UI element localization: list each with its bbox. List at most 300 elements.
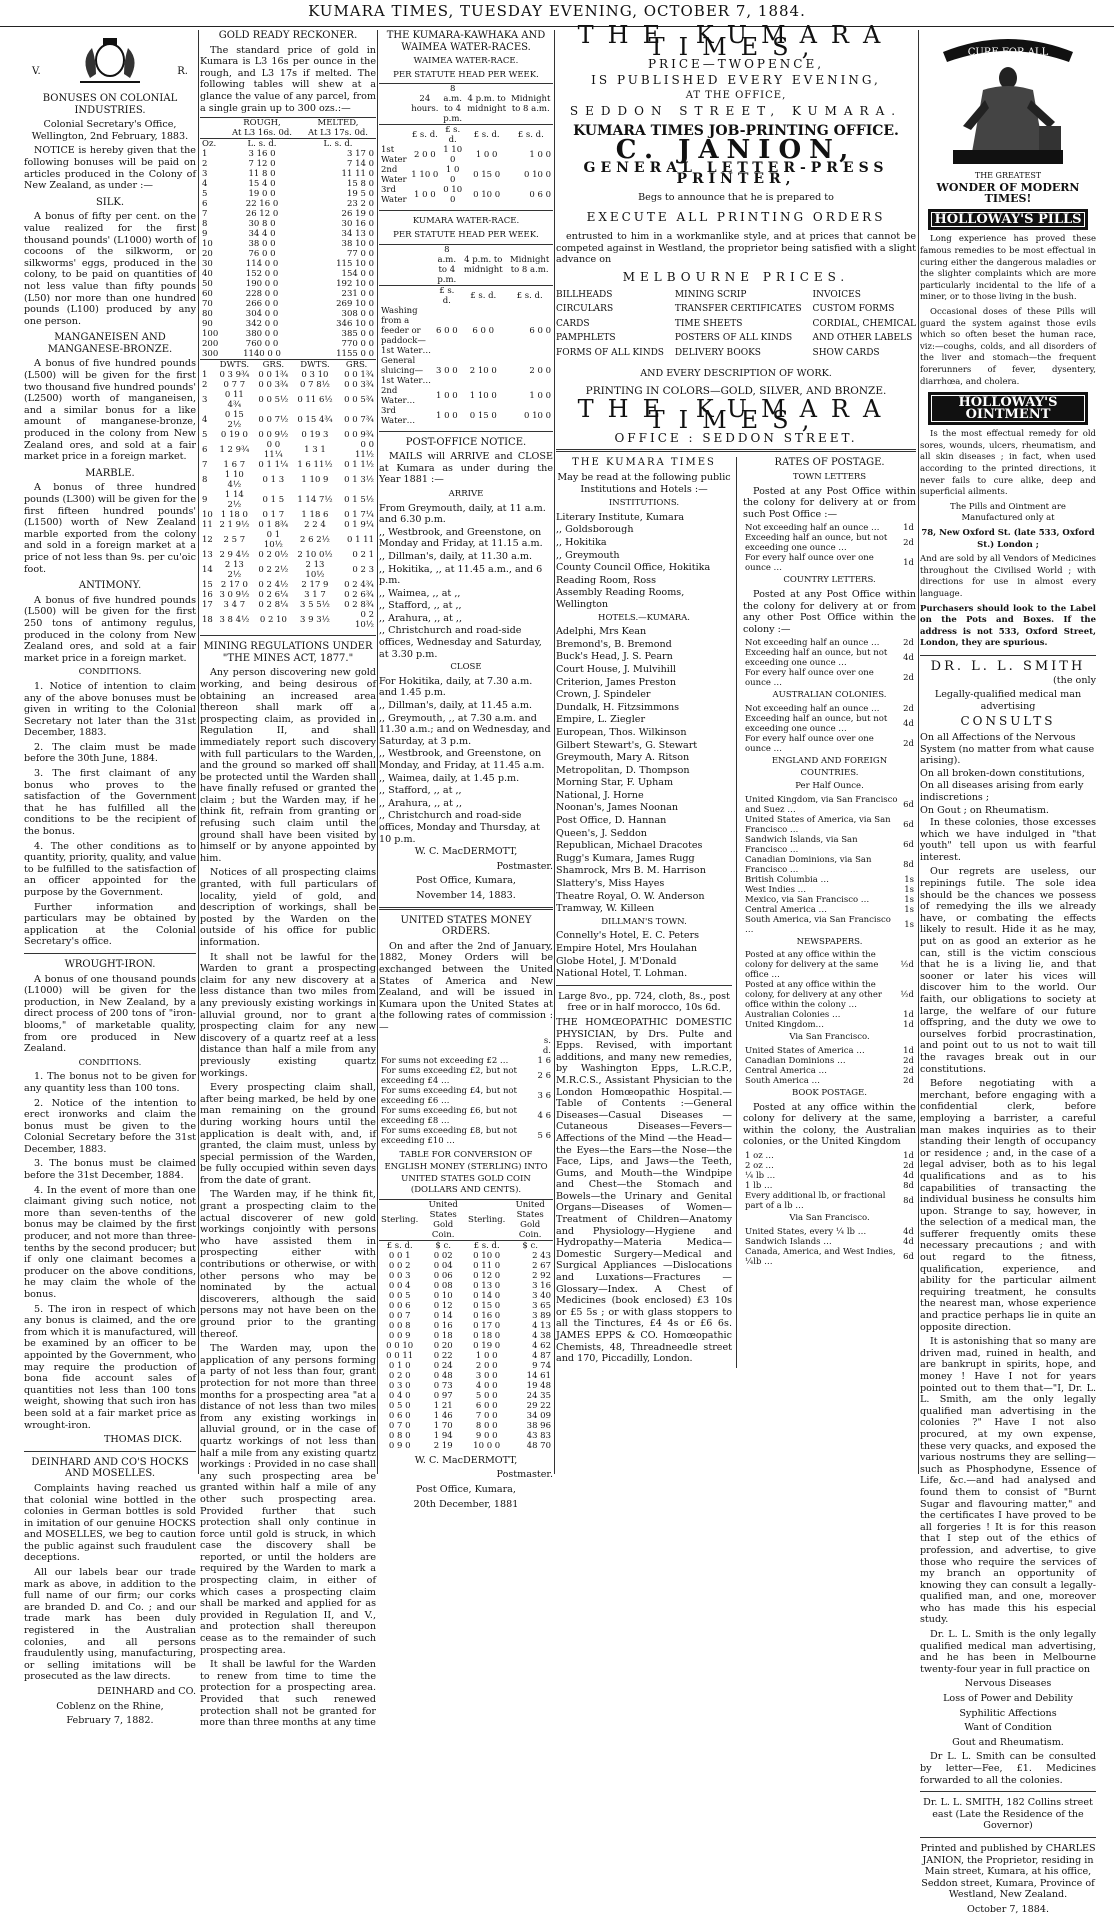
table-row	[379, 386, 553, 406]
table-cell: 2 9 4½	[219, 550, 250, 561]
table-row	[200, 550, 376, 560]
table-cell: 1st Water	[381, 145, 407, 166]
table-cell: 0 0 4	[388, 1280, 411, 1291]
table-cell: 0 11 6½	[297, 395, 333, 406]
book-rates	[743, 1151, 916, 1191]
list-item: On Gout ; on Rheumatism.	[920, 804, 1049, 816]
hotels-heading: HOTELS.—KUMARA.	[598, 612, 690, 623]
list-item: Empire, L. Ziegler	[556, 714, 646, 726]
table-cell: 2d	[903, 1055, 914, 1066]
table-row	[200, 510, 376, 520]
bonuses-title: BONUSES ON COLONIAL INDUSTRIES.	[42, 93, 178, 116]
table-cell: 90	[202, 319, 213, 330]
col-header: United States Gold Coin.	[507, 1199, 553, 1240]
list-item: On all Affections of the Nervous System (no matter from what cause arising).	[920, 731, 1095, 767]
table-cell: 4 87	[532, 1350, 551, 1361]
condition-item: 1. Notice of intention to claim any of the above bonuses must be given in writing to the Colonial Secretary not later than the 31st December, 1883.	[24, 680, 196, 739]
table-row	[743, 905, 916, 915]
marble-heading: MARBLE.	[85, 467, 135, 479]
table-row	[200, 390, 376, 410]
column-water-post	[379, 30, 553, 1510]
table-cell: 2	[202, 159, 208, 170]
table-row	[743, 668, 916, 688]
table-cell: 6d	[903, 819, 914, 830]
table-cell: 3 40	[532, 1290, 551, 1301]
table-cell: 4 13	[532, 1320, 551, 1331]
table-cell: 0 73	[433, 1380, 453, 1391]
lsd-header: £ s. d.	[441, 125, 465, 146]
table-row	[743, 1046, 916, 1056]
reading-places	[556, 457, 737, 1367]
table-cell: 1 10 9	[301, 475, 329, 486]
table-row	[200, 189, 376, 199]
table-cell: 26 19 0	[341, 209, 374, 220]
table-cell: 0 10	[433, 1290, 453, 1301]
money-orders-table	[379, 1036, 553, 1146]
list-item: Republican, Michael Dracotes	[556, 840, 703, 852]
ointment-address: 78, New Oxford St. (late 533, Oxford St.) London ;	[921, 528, 1095, 550]
table-cell: 100	[202, 329, 219, 340]
table-row	[200, 410, 376, 430]
table-cell: 0 5 0	[388, 1400, 411, 1411]
unit-header: $ c.	[420, 1240, 466, 1251]
column-kumara-times	[556, 21, 916, 1474]
table-row	[743, 553, 916, 573]
table-cell: 7 0 0	[475, 1410, 498, 1421]
smith-body: It is astonishing that so many are driven mad, ruined in health, and are bankrupt in spirits, hope, and money ! Have I not for years pointed out to them that—"I, Dr. L. L. Smith, am the only legally qualified man advertising in the colonies ?" Have I not also procured, at my own expense, these very quacks, and exposed the various nostrums they are selling—such as Phosphodyne, Essence of Life, &c.—and had analysed and found them to consist of "Burnt Sugar and flavouring matter," and the certificates I have proved to be all forgeries ! It is for this reason that I step out of the ethics of profession, and advertise, to give those who require the services of my branch an opportunity of knowing they can consult a legally-qualified man, and one, moreover who has made this his especial study.	[920, 1336, 1096, 1626]
table-cell: 2 17 0	[220, 580, 248, 591]
table-cell: 2 10 0	[469, 365, 497, 376]
table-cell: United States of America, via San Francisco …	[745, 814, 891, 835]
every-description: AND EVERY DESCRIPTION OF WORK.	[640, 368, 832, 380]
melted-header: MELTED,	[300, 118, 376, 129]
table-cell: 10 0 0	[473, 1440, 501, 1451]
table-cell: 2 6	[537, 1071, 551, 1082]
pills-text-2: Occasional doses of these Pills will guard the system against those evils which so often beset the human race, viz:—coughs, colds, and all disorders of the liver and stomach—the frequent forerunners of fever, dysentery, diarrhœa, and cholera.	[920, 306, 1096, 387]
table-cell: 2nd Water…	[381, 385, 416, 406]
manganese-text: A bonus of five hundred pounds (L500) will be given for the first two thousand five hundred pounds' (L2500) worth of manganeisen, and a similar bonus for a like amount of manganese-bronze, produced in the colony from New Zealand ores, and sold at a fair market price in a foreign market.	[24, 358, 196, 463]
sd-header: s. d.	[542, 1036, 551, 1057]
table-cell: 8 0 0	[475, 1420, 498, 1431]
table-cell: 7 12 0	[248, 159, 276, 170]
table-cell: 38 0 0	[248, 239, 276, 250]
table-cell: 231 0 0	[341, 289, 374, 300]
unit-header: £ s. d.	[466, 1240, 507, 1251]
table-cell: 1 21	[433, 1400, 453, 1411]
institutions-heading: INSTITUTIONS.	[608, 498, 680, 509]
table-cell: 3 89	[532, 1310, 551, 1321]
table-cell: 0 24	[433, 1360, 453, 1371]
table-row	[379, 1421, 553, 1431]
table-cell: United States, every ¼ lb …	[745, 1226, 867, 1237]
table-cell: 1 46	[433, 1410, 453, 1421]
table-cell: 0 3 10	[301, 370, 329, 381]
table-cell: 4d	[903, 718, 914, 729]
town-intro: Posted at any Post Office within the colony for delivery at or from such Post Office :—	[743, 485, 916, 520]
table-cell: 0 2 10	[259, 615, 287, 626]
table-cell: 0 1 5	[262, 495, 285, 506]
wonder-text: WONDER OF MODERN TIMES!	[936, 180, 1080, 206]
table-cell: British Columbia …	[745, 874, 830, 885]
table-cell: 0 1 7	[262, 510, 285, 521]
table-cell: 34 13 0	[341, 229, 374, 240]
table-cell: For every half ounce over one ounce …	[745, 733, 874, 754]
smith-body: Before negotiating with a merchant, before engaging with a confidential clerk, before employing a barrister, a careful man makes inquiries as to their standing their length of occupancy or residence ; and, in the case of a legal adviser, both as to his legal qualifications and as to his capabilities of transacting the individual business he consults him upon. Strange to say, however, in the selection of a medical man, the sufferer frequently omits these necessary precautions ; and with out regard to the fitness, qualification, experience, and ability for the particular ailment requiring treatment, he consults the nearest man, whose experience and practice perhaps lie in quite an opposite direction.	[920, 1078, 1096, 1333]
table-cell: 4	[202, 179, 208, 190]
table-cell: 10	[202, 510, 213, 521]
table-cell: 1 2 9¾	[219, 445, 250, 456]
table-row	[200, 460, 376, 470]
list-item: Rugg's Kumara, James Rugg	[556, 852, 695, 864]
table-cell: Canada, America, and West Indies, ¼lb …	[745, 1246, 896, 1267]
table-cell: 6 0 0	[475, 1400, 498, 1411]
homeo-price: Large 8vo., pp. 724, cloth, 8s., post free or in half morocco, 10s 6d.	[558, 990, 730, 1014]
mining-heading: MINING REGULATIONS UNDER "THE MINES ACT, 1877."	[203, 641, 373, 664]
condition-item: 2. Notice of the intention to erect ironworks and claim the bonus must be given to the Colonial Secretary before the 31st December, 1883.	[24, 1097, 196, 1155]
col-header: 4 p.m. to midnight	[465, 84, 509, 125]
table-cell: 5 6	[537, 1131, 551, 1142]
list-item: Reading Room, Ross	[556, 574, 657, 586]
table-cell: 13	[202, 550, 213, 561]
table-cell: 3 4 7	[223, 600, 246, 611]
hocks-place: Coblenz on the Rhine,	[56, 1700, 164, 1712]
table-cell: 30 16 0	[341, 219, 374, 230]
table-cell: 19 5 0	[346, 189, 374, 200]
table-row	[379, 1321, 553, 1331]
table-cell: 0 18 0	[473, 1330, 501, 1341]
job-printing-heading: KUMARA TIMES JOB-PRINTING OFFICE.	[573, 122, 899, 139]
table-cell: 6 0 0	[435, 325, 458, 336]
table-row	[743, 950, 916, 980]
table-cell: 0 08	[433, 1280, 453, 1291]
table-row	[743, 638, 916, 648]
list-item: On all broken-down constitutions,	[920, 767, 1085, 779]
table-row	[200, 279, 376, 289]
table-cell: West Indies …	[745, 884, 807, 895]
hocks-heading: DEINHARD AND CO'S HOCKS AND MOSELLES.	[31, 1456, 189, 1480]
table-cell: United Kingdom, via San Francisco and Suez …	[745, 794, 898, 815]
table-cell: 0 16	[433, 1320, 453, 1331]
table-cell: 1 0 0	[475, 150, 498, 161]
table-cell: 11	[202, 520, 213, 531]
table-row	[200, 319, 376, 329]
printing-colors: PRINTING IN COLORS—GOLD, SILVER, AND BRONZE.	[585, 385, 887, 398]
table-cell: Central America …	[745, 904, 828, 915]
column-rule	[554, 30, 555, 1474]
table-cell: 0 14	[433, 1310, 453, 1321]
table-cell: 2d	[903, 703, 914, 714]
table-cell: 80	[202, 309, 213, 320]
list-item: Criterion, James Preston	[556, 676, 677, 688]
table-cell: 0 0 6	[388, 1300, 411, 1311]
grs-header: GRS.	[337, 360, 376, 371]
table-row	[200, 259, 376, 269]
table-cell: 1	[202, 370, 208, 381]
table-cell: 1d	[903, 1010, 914, 1021]
conditions2-heading: CONDITIONS.	[78, 1057, 142, 1068]
table-cell: 0 15 4¾	[297, 415, 333, 426]
post-office-heading: POST-OFFICE NOTICE.	[405, 436, 527, 448]
table-cell: 0 04	[433, 1260, 453, 1271]
smith-body: Dr. L. L. Smith is the only legally qualified medical man advertising, and he has been in Melbourne twenty-four year in full practice on	[920, 1629, 1096, 1675]
country-rates	[743, 638, 916, 688]
service-item: POSTERS OF ALL KINDS	[674, 333, 793, 344]
table-cell: 4 62	[532, 1340, 551, 1351]
ailment-item: Loss of Power and Debility	[943, 1693, 1073, 1705]
ailment-item: Gout and Rheumatism.	[952, 1736, 1064, 1748]
table-cell: 0 10 0	[523, 170, 551, 181]
close-list	[379, 676, 553, 845]
po-role: Postmaster.	[496, 860, 553, 872]
arrive-list	[379, 503, 553, 661]
read-intro: May be read at the following public Institutions and Hotels :—	[557, 472, 731, 495]
table-cell: 7 14 0	[346, 159, 374, 170]
list-item: Crown, J. Spindeler	[556, 689, 651, 701]
list-item: European, Thos. Wilkinson	[556, 726, 687, 738]
table-cell: 8	[202, 475, 208, 486]
table-row	[743, 895, 916, 905]
table-cell: 1 10 0	[411, 170, 439, 181]
paper-at: AT THE OFFICE,	[685, 90, 787, 102]
smith-heading: DR. L. L. SMITH	[930, 658, 1086, 674]
table-row	[743, 714, 916, 734]
table-cell: 0 1 10½	[263, 530, 283, 551]
table-cell: 385 0 0	[341, 329, 374, 340]
table-cell: 304 0 0	[245, 309, 279, 320]
table-cell: For sums exceeding £2, but not exceeding £4 …	[381, 1066, 517, 1087]
table-row	[743, 648, 916, 668]
table-cell: 0 0 8	[388, 1320, 411, 1331]
table-cell: 200	[202, 339, 219, 350]
table-cell: 0 12 0	[473, 1270, 501, 1281]
table-cell: 2	[202, 380, 208, 391]
table-cell: 0 6 0	[529, 190, 551, 201]
antimony-text: A bonus of five hundred pounds (L500) will be given for the first 250 tons of antimony regulus, produced in the colony from New Zealand ores, and sold at a fair market price in a foreign market.	[24, 594, 196, 664]
table-cell: 10	[202, 239, 213, 250]
table-cell: 300	[202, 349, 219, 360]
mo-role: Postmaster.	[496, 1469, 553, 1481]
table-cell: 0 2 0½	[258, 550, 289, 561]
table-cell: 2 0 0	[475, 1360, 498, 1371]
list-item: Bremond's, B. Bremond	[556, 638, 672, 650]
table-cell: 2 10 0½	[297, 550, 333, 561]
marble-text: A bonus of three hundred pounds (L300) will be given for the first fifteen hundred pounds' (L1500) worth of New Zealand marble exported from the colony and sold in a foreign market at a price of not less than 9s. per cu'oic foot.	[24, 482, 196, 575]
vsf2-heading: Via San Francisco.	[789, 1212, 870, 1223]
table-cell: 2d	[903, 1160, 914, 1171]
col-header: 8 a.m. to 4 p.m.	[433, 244, 460, 285]
table-cell: 2 17 9	[301, 580, 329, 591]
begs-text: Begs to announce that he is prepared to	[638, 191, 834, 203]
table-row	[379, 1411, 553, 1421]
list-item: Gilbert Stewart's, G. Stewart	[556, 739, 698, 751]
town-rates	[743, 523, 916, 573]
iron-heading: WROUGHT-IRON.	[64, 958, 156, 970]
paper-office: OFFICE : SEDDON STREET.	[614, 430, 858, 445]
ailment-item: Syphilitic Affections	[959, 1707, 1057, 1719]
table-row	[200, 560, 376, 580]
mining-text: Notices of all prospecting claims granted, with full particulars of locality, yield of gold, and description of workings, shall be posted by the Warden on the outside of his office for public information.	[200, 867, 376, 948]
dwts-header: DWTS.	[215, 360, 254, 371]
table-cell: 0 2 6¼	[258, 590, 289, 601]
po-date: November 14, 1883.	[416, 889, 516, 901]
money-orders-heading: UNITED STATES MONEY ORDERS.	[400, 914, 532, 938]
table-cell: 77 0 0	[346, 249, 374, 260]
table-cell: 190 0 0	[245, 279, 279, 290]
table-cell: For sums exceeding £4, but not exceeding £6 …	[381, 1086, 517, 1107]
table-cell: 1 6 7	[223, 460, 246, 471]
table-cell: 0 1 3	[262, 475, 285, 486]
list-item: Buck's Head, J. S. Pearn	[556, 651, 673, 663]
lsd-header: £ s. d.	[433, 285, 460, 306]
list-item: Tramway, W. Killeen	[556, 903, 655, 915]
table-cell: South America, via San Francisco …	[745, 914, 891, 935]
table-row	[200, 179, 376, 189]
service-item: FORMS OF ALL KINDS	[556, 347, 664, 358]
list-item: For Hokitika, daily, at 7.30 a.m. and 1.45 p.m.	[379, 675, 533, 699]
waimea-table	[379, 83, 553, 205]
news-rates	[743, 950, 916, 1030]
table-cell: 0 0 9¾	[344, 430, 374, 441]
table-cell: 1s	[904, 904, 914, 915]
table-cell: 1 3 1	[304, 445, 326, 456]
list-item: County Council Office, Hokitika	[556, 562, 711, 574]
table-row	[200, 349, 376, 359]
table-cell: 6 0 0	[472, 325, 495, 336]
table-cell: 2d	[903, 638, 914, 649]
table-row	[379, 1066, 553, 1086]
table-cell: 0 1 1¼	[258, 460, 289, 471]
service-item: TRANSFER CERTIFICATES	[674, 304, 802, 315]
table-cell: 60	[202, 289, 213, 300]
bonuses-intro: NOTICE is hereby given that the following bonuses will be paid on articles produced in the Colony of New Zealand, as under :—	[24, 145, 196, 192]
table-row	[743, 835, 916, 855]
mining-text: Every prospecting claim shall, after being marked, be held by one man remaining on the ground during working hours until the application is dealt with, and, if granted, the claim must, unless by special permission of the Warden, be fully occupied within seven days from the date of grant.	[200, 1082, 376, 1186]
vsf-rates	[743, 1046, 916, 1086]
table-row	[200, 269, 376, 279]
table-row	[379, 1126, 553, 1146]
ointment-text: Is the most effectual remedy for old sores, wounds, ulcers, rheumatism, and all skin diseases ; in fact, when used according to the printed directions, it never fails to cure alike, deep and superficial ailments.	[920, 429, 1096, 498]
table-cell: 0 19 0	[473, 1340, 501, 1351]
col-header: Midnight to 8 a.m.	[506, 244, 553, 285]
table-row	[379, 1311, 553, 1321]
table-row	[200, 490, 376, 510]
table-cell: ½d	[900, 990, 914, 1001]
table-cell: 8d	[903, 1180, 914, 1191]
table-cell: 1155 0 0	[336, 349, 374, 360]
table-cell: 0 7 7	[223, 380, 246, 391]
holloway-ointment-badge: HOLLOWAY'S OINTMENT	[928, 392, 1088, 425]
ointment-text-2: The Pills and Ointment are Manufactured only at	[950, 501, 1066, 524]
table-cell: 4d	[903, 1226, 914, 1237]
table-cell: 0 6 0	[388, 1410, 411, 1421]
table-row	[743, 1066, 916, 1076]
dillman-heading: DILLMAN'S TOWN.	[601, 916, 687, 927]
table-cell: 0 15 0	[473, 170, 501, 181]
country-intro: Posted at any Post Office within the colony for delivery at or from any other Post Office within the colony :—	[743, 589, 916, 635]
table-cell: 3 16 0	[248, 149, 276, 160]
table-cell: 0 2 4¾	[344, 580, 374, 591]
table-row	[379, 1331, 553, 1341]
table-cell: 1 18 0	[220, 510, 248, 521]
table-cell: 1 14 2½	[224, 490, 244, 511]
table-cell: 0 1 3½	[344, 475, 374, 486]
table-cell: 4 38	[532, 1330, 551, 1341]
eng-sub: Per Half Ounce.	[795, 781, 864, 792]
table-cell: 1s	[904, 919, 914, 930]
table-cell: 9 0 0	[475, 1430, 498, 1441]
condition-item: Further information and particulars may be obtained by application at the Colonial Secretary's office.	[24, 901, 196, 948]
list-item: ,, Greymouth, ,, at 7.30 a.m. and 11.30 a.m.; and on Wednesday, and Saturday, at 3 p.m.	[379, 712, 551, 747]
table-cell: 20	[202, 249, 213, 260]
table-row	[379, 1271, 553, 1281]
table-cell: 0 15 0	[473, 1300, 501, 1311]
smith-only: (the only	[1053, 674, 1096, 686]
table-cell: 22 16 0	[245, 199, 279, 210]
lsd-header: L. s. d.	[300, 139, 376, 150]
table-row	[743, 1181, 916, 1191]
conversion-table	[379, 1199, 553, 1451]
table-row	[379, 1291, 553, 1301]
table-cell: 1 0 0	[445, 165, 460, 186]
table-cell: 269 10 0	[336, 299, 374, 310]
conditions-heading: CONDITIONS.	[78, 667, 142, 678]
table-cell: 4d	[903, 1170, 914, 1181]
table-cell: 770 0 0	[341, 339, 374, 350]
table-cell: 154 0 0	[341, 269, 374, 280]
table-row	[743, 1010, 916, 1020]
table-cell: 5	[202, 189, 208, 200]
list-item: Adelphi, Mrs Kean	[556, 626, 647, 638]
column-rule	[377, 30, 378, 1474]
table-row	[379, 1106, 553, 1126]
table-cell: 0 0 1¾	[344, 370, 374, 381]
lsd-header: L. s. d.	[224, 139, 300, 150]
table-cell: 2 5 7	[223, 535, 246, 546]
table-cell: Exceeding half an ounce, but not exceeding one ounce …	[745, 533, 888, 554]
service-item: CUSTOM FORMS	[812, 304, 895, 315]
condition-item: 1. The bonus not to be given for any quantity less than 100 tons.	[24, 1071, 196, 1094]
eng-heading: ENGLAND AND FOREIGN COUNTRIES.	[771, 755, 888, 778]
table-cell: 12	[202, 535, 213, 546]
table-cell: 0 0 3	[388, 1270, 411, 1281]
table-cell: 0 8 0	[388, 1430, 411, 1441]
table-cell: 0 48	[433, 1370, 453, 1381]
table-row	[200, 159, 376, 169]
paper-title-2: THE KUMARA TIMES,	[577, 394, 895, 435]
hocks-text: Complaints having reached us that colonial wine bottled in the colonies in German bottles is sold in imitation of our genuine HOCKS and MOSELLES, we beg to caution the public against such fraudulent deceptions.	[24, 1482, 196, 1564]
table-cell: ¼ lb …	[745, 1170, 776, 1181]
mining-text: It shall not be lawful for the Warden to grant a prospecting claim for any new discovery at a less distance than two miles from any previously existing workings in alluvial ground, nor to grant a prospecting claim for any new discovery of a quartz reef at a less distance than half a mile from any previously existing quartz workings.	[200, 951, 376, 1079]
table-cell: 1 6 11½	[297, 460, 333, 471]
book-intro: Posted at any office within the colony for delivery at the same, within the colony, the Australian colonies, or the United Kingdom	[743, 1101, 916, 1148]
list-item: ,, Dillman's, daily, at 11.45 a.m.	[379, 700, 532, 712]
table-cell: 0 1 0	[388, 1360, 411, 1371]
table-row	[379, 145, 553, 165]
table-cell: 342 0 0	[245, 319, 279, 330]
table-cell: Mexico, via San Francisco …	[745, 894, 870, 905]
table-row	[200, 199, 376, 209]
money-orders-intro: On and after the 2nd of January, 1882, Money Orders will be exchanged between the United States of America and New Zealand, and will be issued in Kumara upon the United States at the following rates of commission :—	[379, 940, 553, 1033]
lsd-header: £ s. d.	[409, 125, 441, 146]
table-row	[743, 885, 916, 895]
table-cell: Washing from a feeder or paddock—1st Water…	[381, 305, 431, 356]
table-cell: 3rd Water	[381, 185, 407, 206]
column-holloway-smith	[920, 30, 1096, 1915]
table-cell: 5 0 0	[475, 1390, 498, 1401]
table-row	[743, 704, 916, 714]
table-cell: 2d	[903, 1065, 914, 1076]
eng-rates	[743, 795, 916, 935]
